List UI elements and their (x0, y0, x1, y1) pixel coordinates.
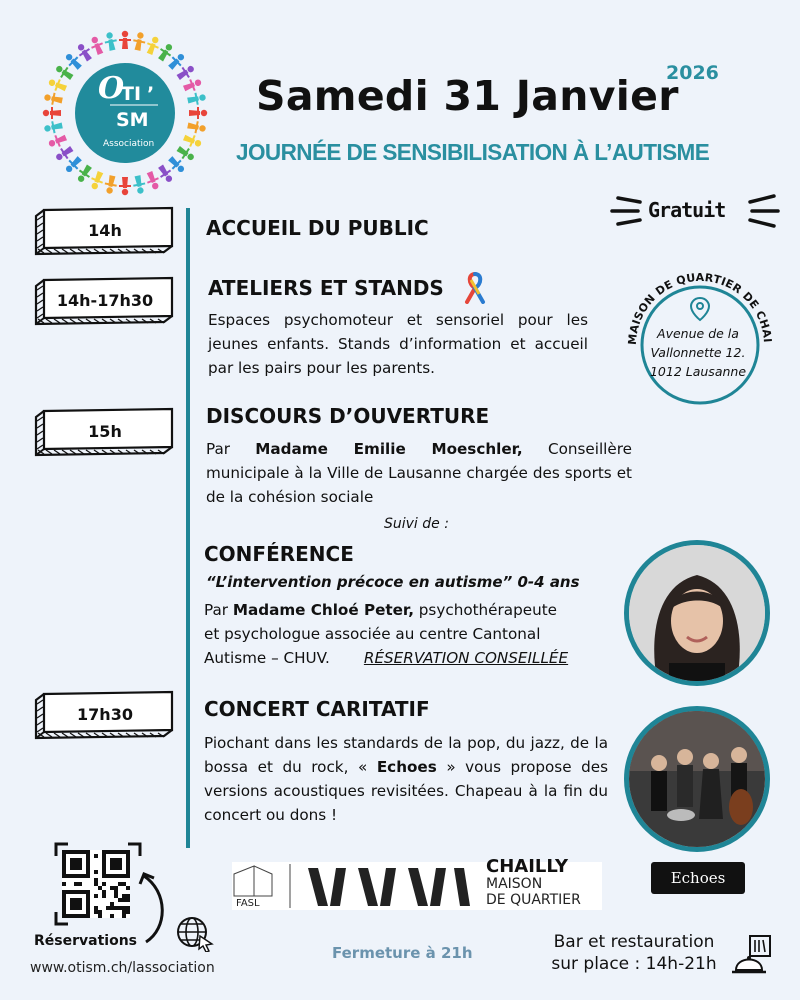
address-line-2: Vallonnette 12. (650, 345, 746, 360)
globe-cursor-icon (176, 916, 214, 956)
conference-speaker: Madame Chloé Peter, (232, 601, 414, 619)
logo-person (119, 177, 131, 195)
conference-role-a: psychothérapeute (418, 601, 557, 619)
otism-logo (40, 28, 210, 198)
timeline-line (186, 208, 190, 848)
concert-band: Echoes (376, 758, 437, 776)
year: 2026 (666, 62, 719, 84)
logo-ti: TI (121, 83, 142, 105)
gratuit-label: Gratuit (648, 198, 726, 222)
logo-apostrophe: ’ (147, 83, 155, 105)
concert-description (204, 731, 608, 827)
qr-frame (54, 842, 142, 926)
logo-sm: SM (116, 109, 149, 131)
logo-person (88, 35, 106, 56)
venue-arc-text: MAISON DE QUARTIER DE CHAI (625, 270, 774, 346)
address-line-1: Avenue de la (657, 326, 739, 341)
logo-person (43, 120, 63, 135)
logo-person (182, 76, 203, 94)
suivi-de: Suivi de : (384, 516, 449, 532)
logo-person (74, 163, 94, 185)
logo-person (103, 31, 118, 51)
bar-line-1: Bar et restauration (553, 932, 715, 952)
logo-person (187, 91, 207, 106)
logo-person (53, 144, 75, 164)
logo-person (43, 91, 63, 106)
logo-person (132, 175, 147, 195)
bar-line-2: sur place : 14h-21h (551, 954, 717, 974)
logo-person (189, 107, 207, 119)
logo-person (156, 163, 176, 185)
logo-person (144, 170, 162, 191)
section-title-ateliers: ATELIERS ET STANDS (208, 276, 444, 300)
chailly-subtitle (486, 876, 581, 908)
logo-person (88, 170, 106, 191)
reservation-link[interactable]: RÉSERVATION CONSEILLÉE (363, 649, 569, 667)
time-label: 15h (88, 421, 122, 441)
website-link[interactable]: www.otism.ch/lassociation (30, 960, 215, 976)
location-pin-icon (691, 298, 709, 320)
discours-par: Par (206, 440, 231, 458)
section-title-concert: CONCERT CARITATIF (204, 697, 430, 721)
conference-role-b: et psychologue associée au centre Cantonal (204, 625, 541, 643)
logo-person (119, 31, 131, 49)
logo-person (47, 132, 68, 150)
time-box-14h (40, 210, 170, 250)
time-box-17h30 (40, 694, 170, 734)
autism-ribbon-icon (462, 272, 488, 308)
logo-association: Association (103, 139, 155, 149)
echoes-logo: Echoes (651, 862, 745, 894)
time-label: 14h-17h30 (56, 290, 154, 310)
logo-person (43, 107, 61, 119)
chailly-line-3: DE QUARTIER (486, 892, 581, 908)
conference-talk-title: “L’intervention précoce en autisme” 0-4 ans (206, 573, 580, 591)
concert-text-b: » vous propose des versions acoustiques revisitées. Chapeau à la fin du concert ou dons ! (204, 758, 608, 824)
bar-info (536, 931, 732, 975)
time-box-14h-17h30 (40, 280, 170, 320)
section-title-accueil: ACCUEIL DU PUBLIC (206, 216, 429, 240)
ateliers-description: Espaces psychomoteur et sensoriel pour les jeunes enfants. Stands d’information et accueil par les pairs pour les parents. (208, 311, 588, 377)
logo-person (175, 144, 197, 164)
page-subtitle: JOURNÉE DE SENSIBILISATION À L’AUTISME (236, 139, 710, 165)
logo-person (175, 62, 197, 82)
fasl-text: FASL (236, 898, 260, 909)
logo-person (103, 175, 118, 195)
restaurant-cloche-icon (732, 934, 772, 982)
time-label: 17h30 (77, 704, 133, 724)
concert-text-a: Piochant dans les standards de la pop, du jazz, de la bossa et du rock, « (204, 734, 608, 776)
discours-role: Conseillère municipale à la Ville de Lausanne chargée des sports et de la cohésion sociale (206, 440, 633, 506)
logo-person (144, 35, 162, 56)
venue-address (644, 324, 752, 381)
logo-o: O (98, 71, 125, 106)
band-photo (624, 706, 770, 852)
speaker-photo (624, 540, 770, 686)
section-title-conference: CONFÉRENCE (204, 542, 354, 566)
discours-speaker: Madame Emilie Moeschler, (255, 440, 523, 458)
time-box-15h (40, 411, 170, 451)
logo-person (132, 31, 147, 51)
conference-par: Par (204, 601, 229, 619)
chailly-line-2: MAISON (486, 876, 543, 892)
conference-role-c: Autisme – CHUV. (204, 649, 330, 667)
page-title: Samedi 31 Janvier (256, 72, 679, 120)
chailly-title: CHAILLY (486, 856, 569, 877)
time-label: 14h (88, 220, 122, 240)
logo-person (187, 120, 207, 135)
logo-person (47, 76, 68, 94)
address-line-3: 1012 Lausanne (649, 364, 747, 379)
section-title-discours: DISCOURS D’OUVERTURE (206, 404, 490, 428)
logo-person (74, 41, 94, 63)
conference-description (204, 598, 634, 670)
closing-time: Fermeture à 21h (332, 944, 473, 962)
curved-arrow-icon (138, 870, 172, 952)
discours-description (206, 437, 632, 509)
logo-person (156, 41, 176, 63)
reservations-label: Réservations (34, 933, 137, 949)
logo-person (53, 62, 75, 82)
logo-person (182, 132, 203, 150)
